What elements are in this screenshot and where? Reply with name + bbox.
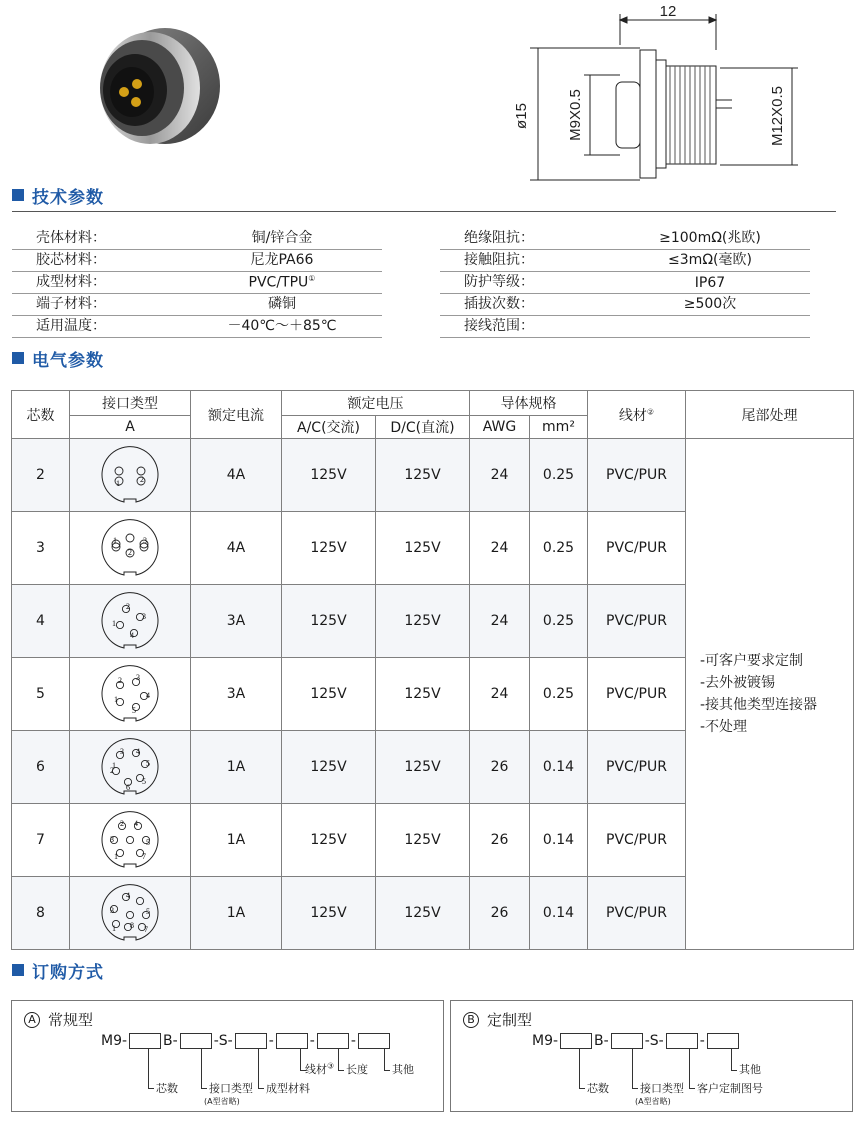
header-wire-label: 线材	[618, 407, 647, 424]
param-label: 防护等级：	[464, 274, 534, 290]
svg-text:5: 5	[146, 907, 150, 916]
code-seg-s: -S-	[213, 1033, 233, 1049]
cell-cores: 8	[12, 877, 70, 950]
cell-interface-diagram	[70, 512, 191, 585]
cell-interface-diagram	[70, 439, 191, 512]
leader-line	[148, 1049, 154, 1089]
pin-layout-diagram	[95, 515, 165, 581]
param-label: 胶芯材料：	[36, 252, 106, 268]
table-row	[12, 439, 854, 512]
cell-wire: PVC/PUR	[588, 439, 686, 512]
cell-ac-voltage: 125V	[282, 804, 376, 877]
svg-text:1: 1	[112, 924, 116, 933]
header-tail: 尾部处理	[686, 391, 854, 439]
cell-awg: 24	[470, 658, 530, 731]
cell-interface-diagram	[70, 877, 191, 950]
cell-tail-options	[686, 439, 854, 950]
label-custom-drawing: 客户定制图号	[697, 1082, 763, 1095]
section-elec-title: 电气参数	[32, 350, 104, 371]
param-value-text: ≤3mΩ(毫欧)	[668, 252, 752, 268]
param-value	[182, 227, 382, 247]
svg-text:2: 2	[120, 819, 124, 828]
cell-wire: PVC/PUR	[588, 658, 686, 731]
cell-interface-diagram	[70, 658, 191, 731]
param-row	[440, 250, 810, 272]
svg-text:1: 1	[113, 536, 117, 545]
cell-cores: 5	[12, 658, 70, 731]
circle-letter-a-icon: A	[24, 1012, 40, 1028]
section-marker-icon	[12, 189, 24, 201]
cell-dc-voltage: 125V	[376, 585, 470, 658]
param-row	[440, 228, 810, 250]
cell-mm2: 0.14	[530, 877, 588, 950]
code-seg-b: B-	[594, 1033, 609, 1049]
param-value	[610, 293, 810, 313]
cell-interface-diagram	[70, 585, 191, 658]
dim-diameter-label: ø15	[513, 103, 530, 129]
param-value-text: 铜/锌合金	[251, 230, 313, 246]
pin-layout-diagram	[95, 807, 165, 873]
svg-text:4: 4	[130, 631, 134, 640]
cell-awg: 24	[470, 512, 530, 585]
svg-text:3: 3	[120, 747, 124, 756]
label-interface-sub: (A型省略)	[204, 1097, 240, 1106]
param-label: 绝缘阻抗：	[464, 230, 534, 246]
code-box-wire	[276, 1033, 308, 1049]
tech-params-right	[440, 228, 810, 338]
cell-ac-voltage: 125V	[282, 439, 376, 512]
cell-mm2: 0.25	[530, 658, 588, 731]
svg-text:3: 3	[136, 673, 140, 682]
electrical-table	[11, 390, 854, 950]
section-order-title: 订购方式	[32, 962, 104, 983]
param-row	[440, 272, 810, 294]
cell-current: 3A	[191, 658, 282, 731]
cell-ac-voltage: 125V	[282, 585, 376, 658]
cell-cores: 7	[12, 804, 70, 877]
cell-current: 1A	[191, 804, 282, 877]
leader-line	[384, 1049, 390, 1071]
cell-mm2: 0.25	[530, 585, 588, 658]
code-box-other	[358, 1033, 390, 1049]
dim-width-label: 12	[659, 3, 677, 20]
order-standard-code	[100, 1031, 391, 1051]
cell-ac-voltage: 125V	[282, 658, 376, 731]
label-wire-text: 线材	[305, 1063, 327, 1076]
header-wire-note: ②	[646, 406, 655, 416]
svg-text:4: 4	[126, 891, 130, 900]
code-box-cores	[129, 1033, 161, 1049]
leader-line	[632, 1049, 638, 1089]
param-value-text: ≥500次	[683, 296, 737, 312]
svg-text:1: 1	[114, 695, 118, 704]
tail-option: -不处理	[700, 719, 748, 735]
cell-ac-voltage: 125V	[282, 731, 376, 804]
code-dash: -	[309, 1033, 315, 1049]
code-box-length	[317, 1033, 349, 1049]
cell-cores: 2	[12, 439, 70, 512]
cell-mm2: 0.25	[530, 439, 588, 512]
cell-ac-voltage: 125V	[282, 512, 376, 585]
cell-wire: PVC/PUR	[588, 731, 686, 804]
param-value-text: 尼龙PA66	[250, 252, 314, 268]
svg-text:1: 1	[112, 761, 116, 770]
param-value-text: 磷铜	[268, 296, 296, 312]
tail-option: -可客户要求定制	[700, 653, 804, 669]
dim-thread-inner-label: M9X0.5	[567, 89, 584, 141]
cell-current: 4A	[191, 439, 282, 512]
header-wire	[588, 391, 686, 439]
header-voltage: 额定电压	[282, 391, 470, 416]
param-value-text: PVC/TPU	[248, 275, 309, 291]
leader-line	[201, 1049, 207, 1089]
section-elec-header	[12, 347, 104, 369]
label-molding: 成型材料	[266, 1082, 310, 1095]
order-custom-code	[531, 1031, 740, 1051]
cell-cores: 6	[12, 731, 70, 804]
param-row	[12, 250, 382, 272]
label-length: 长度	[346, 1063, 368, 1076]
svg-text:4: 4	[136, 747, 140, 756]
cell-awg: 26	[470, 731, 530, 804]
svg-text:6: 6	[126, 783, 130, 792]
label-other: 其他	[739, 1063, 761, 1076]
header-interface: 接口类型	[70, 391, 191, 416]
order-custom-box	[450, 1000, 853, 1112]
cell-cores: 3	[12, 512, 70, 585]
header-mm2: mm²	[530, 416, 588, 439]
header-ac: A/C(交流)	[282, 416, 376, 439]
param-value	[610, 227, 810, 247]
cell-wire: PVC/PUR	[588, 804, 686, 877]
cell-current: 4A	[191, 512, 282, 585]
section-tech-header	[12, 184, 104, 206]
cell-current: 1A	[191, 731, 282, 804]
code-box-interface	[180, 1033, 212, 1049]
param-row	[12, 228, 382, 250]
tech-params-left	[12, 228, 382, 338]
cell-dc-voltage: 125V	[376, 439, 470, 512]
label-wire-note: ③	[327, 1061, 335, 1071]
param-label: 接触阻抗：	[464, 252, 534, 268]
circle-letter-b-icon: B	[463, 1012, 479, 1028]
param-label: 适用温度：	[36, 318, 106, 334]
code-box-molding	[235, 1033, 267, 1049]
param-row	[440, 294, 810, 316]
section-marker-icon	[12, 964, 24, 976]
svg-text:7: 7	[142, 852, 146, 861]
section-divider	[12, 211, 836, 212]
param-value	[182, 249, 382, 269]
code-box-interface	[611, 1033, 643, 1049]
param-note: ①	[308, 274, 316, 284]
order-standard-box	[11, 1000, 444, 1112]
svg-text:5: 5	[146, 759, 150, 768]
cell-dc-voltage: 125V	[376, 731, 470, 804]
param-label: 插拔次数：	[464, 296, 534, 312]
cell-current: 1A	[191, 877, 282, 950]
label-interface-sub: (A型省略)	[635, 1097, 671, 1106]
cell-wire: PVC/PUR	[588, 877, 686, 950]
code-box-cores	[560, 1033, 592, 1049]
svg-text:1: 1	[112, 619, 116, 628]
label-other: 其他	[392, 1063, 414, 1076]
cell-wire: PVC/PUR	[588, 585, 686, 658]
svg-text:2: 2	[118, 676, 122, 685]
svg-text:5: 5	[132, 706, 136, 715]
param-row	[12, 316, 382, 338]
dim-thread-outer-label: M12X0.5	[769, 85, 786, 147]
param-value	[182, 274, 382, 291]
param-value	[610, 249, 810, 269]
section-order-header	[12, 959, 104, 981]
label-cores: 芯数	[156, 1082, 178, 1095]
cell-mm2: 0.14	[530, 804, 588, 877]
pin-layout-diagram	[95, 588, 165, 654]
code-prefix: M9-	[101, 1033, 128, 1049]
header-interface-sub: A	[70, 416, 191, 439]
leader-line	[731, 1049, 737, 1071]
leader-line	[689, 1049, 695, 1089]
cell-ac-voltage: 125V	[282, 877, 376, 950]
order-standard-title: 常规型	[48, 1011, 94, 1029]
cell-mm2: 0.14	[530, 731, 588, 804]
pin-layout-diagram	[95, 661, 165, 727]
cell-dc-voltage: 125V	[376, 512, 470, 585]
code-box-other	[707, 1033, 739, 1049]
svg-text:1: 1	[116, 479, 120, 488]
label-wire	[305, 1061, 334, 1077]
param-value	[182, 315, 382, 335]
pin-layout-diagram	[95, 880, 165, 946]
param-value	[610, 275, 810, 291]
pin-layout-diagram	[95, 442, 165, 508]
param-row	[12, 294, 382, 316]
code-dash: -	[268, 1033, 274, 1049]
cell-interface-diagram	[70, 731, 191, 804]
tail-option: -接其他类型连接器	[700, 697, 818, 713]
param-value-text: ≥100mΩ(兆欧)	[659, 230, 761, 246]
label-cores: 芯数	[587, 1082, 609, 1095]
svg-text:5: 5	[142, 777, 146, 786]
svg-text:3: 3	[142, 612, 146, 621]
cell-awg: 24	[470, 585, 530, 658]
svg-text:1: 1	[114, 852, 118, 861]
section-tech-title: 技术参数	[32, 187, 104, 208]
order-custom-title: 定制型	[487, 1011, 533, 1029]
cell-wire: PVC/PUR	[588, 512, 686, 585]
param-value-text: －40℃～＋85℃	[227, 318, 337, 334]
header-conductor: 导体规格	[470, 391, 588, 416]
label-interface: 接口类型	[640, 1082, 684, 1095]
param-label: 接线范围：	[464, 318, 534, 334]
param-row	[12, 272, 382, 294]
svg-text:4: 4	[146, 691, 150, 700]
header-awg: AWG	[470, 416, 530, 439]
order-standard-head	[24, 1009, 93, 1030]
leader-line	[258, 1049, 264, 1089]
label-interface: 接口类型	[209, 1082, 253, 1095]
code-box-custom	[666, 1033, 698, 1049]
code-dash: -	[350, 1033, 356, 1049]
code-seg-s: -S-	[644, 1033, 664, 1049]
code-dash: -	[699, 1033, 705, 1049]
svg-text:2: 2	[110, 766, 114, 775]
cell-dc-voltage: 125V	[376, 658, 470, 731]
param-value	[182, 293, 382, 313]
svg-text:2: 2	[128, 548, 132, 557]
header-dc: D/C(直流)	[376, 416, 470, 439]
svg-text:3: 3	[110, 835, 114, 844]
cell-awg: 24	[470, 439, 530, 512]
leader-line	[579, 1049, 585, 1089]
header-current: 额定电流	[191, 391, 282, 439]
svg-text:3: 3	[110, 906, 114, 915]
cell-dc-voltage: 125V	[376, 877, 470, 950]
cell-awg: 26	[470, 804, 530, 877]
cell-cores: 4	[12, 585, 70, 658]
code-prefix: M9-	[532, 1033, 559, 1049]
leader-line	[338, 1049, 344, 1071]
svg-text:4: 4	[134, 819, 138, 828]
param-label: 端子材料：	[36, 296, 106, 312]
header-cores: 芯数	[12, 391, 70, 439]
cell-awg: 26	[470, 877, 530, 950]
code-seg-b: B-	[163, 1033, 178, 1049]
pin-layout-diagram	[95, 734, 165, 800]
order-custom-head	[463, 1009, 532, 1030]
svg-text:2: 2	[140, 475, 144, 484]
param-value-text: IP67	[694, 275, 726, 291]
cell-dc-voltage: 125V	[376, 804, 470, 877]
svg-text:3: 3	[143, 536, 147, 545]
svg-text:8: 8	[130, 921, 134, 930]
svg-text:5: 5	[146, 838, 150, 847]
svg-text:2: 2	[126, 602, 130, 611]
cell-interface-diagram	[70, 804, 191, 877]
dimension-drawing	[500, 0, 820, 190]
param-label: 成型材料：	[36, 274, 106, 290]
section-marker-icon	[12, 352, 24, 364]
cell-mm2: 0.25	[530, 512, 588, 585]
tail-option: -去外被镀锡	[700, 675, 776, 691]
param-row	[440, 316, 810, 338]
param-label: 壳体材料：	[36, 230, 106, 246]
connector-product-photo	[80, 8, 230, 158]
svg-text:7: 7	[144, 925, 148, 934]
cell-current: 3A	[191, 585, 282, 658]
